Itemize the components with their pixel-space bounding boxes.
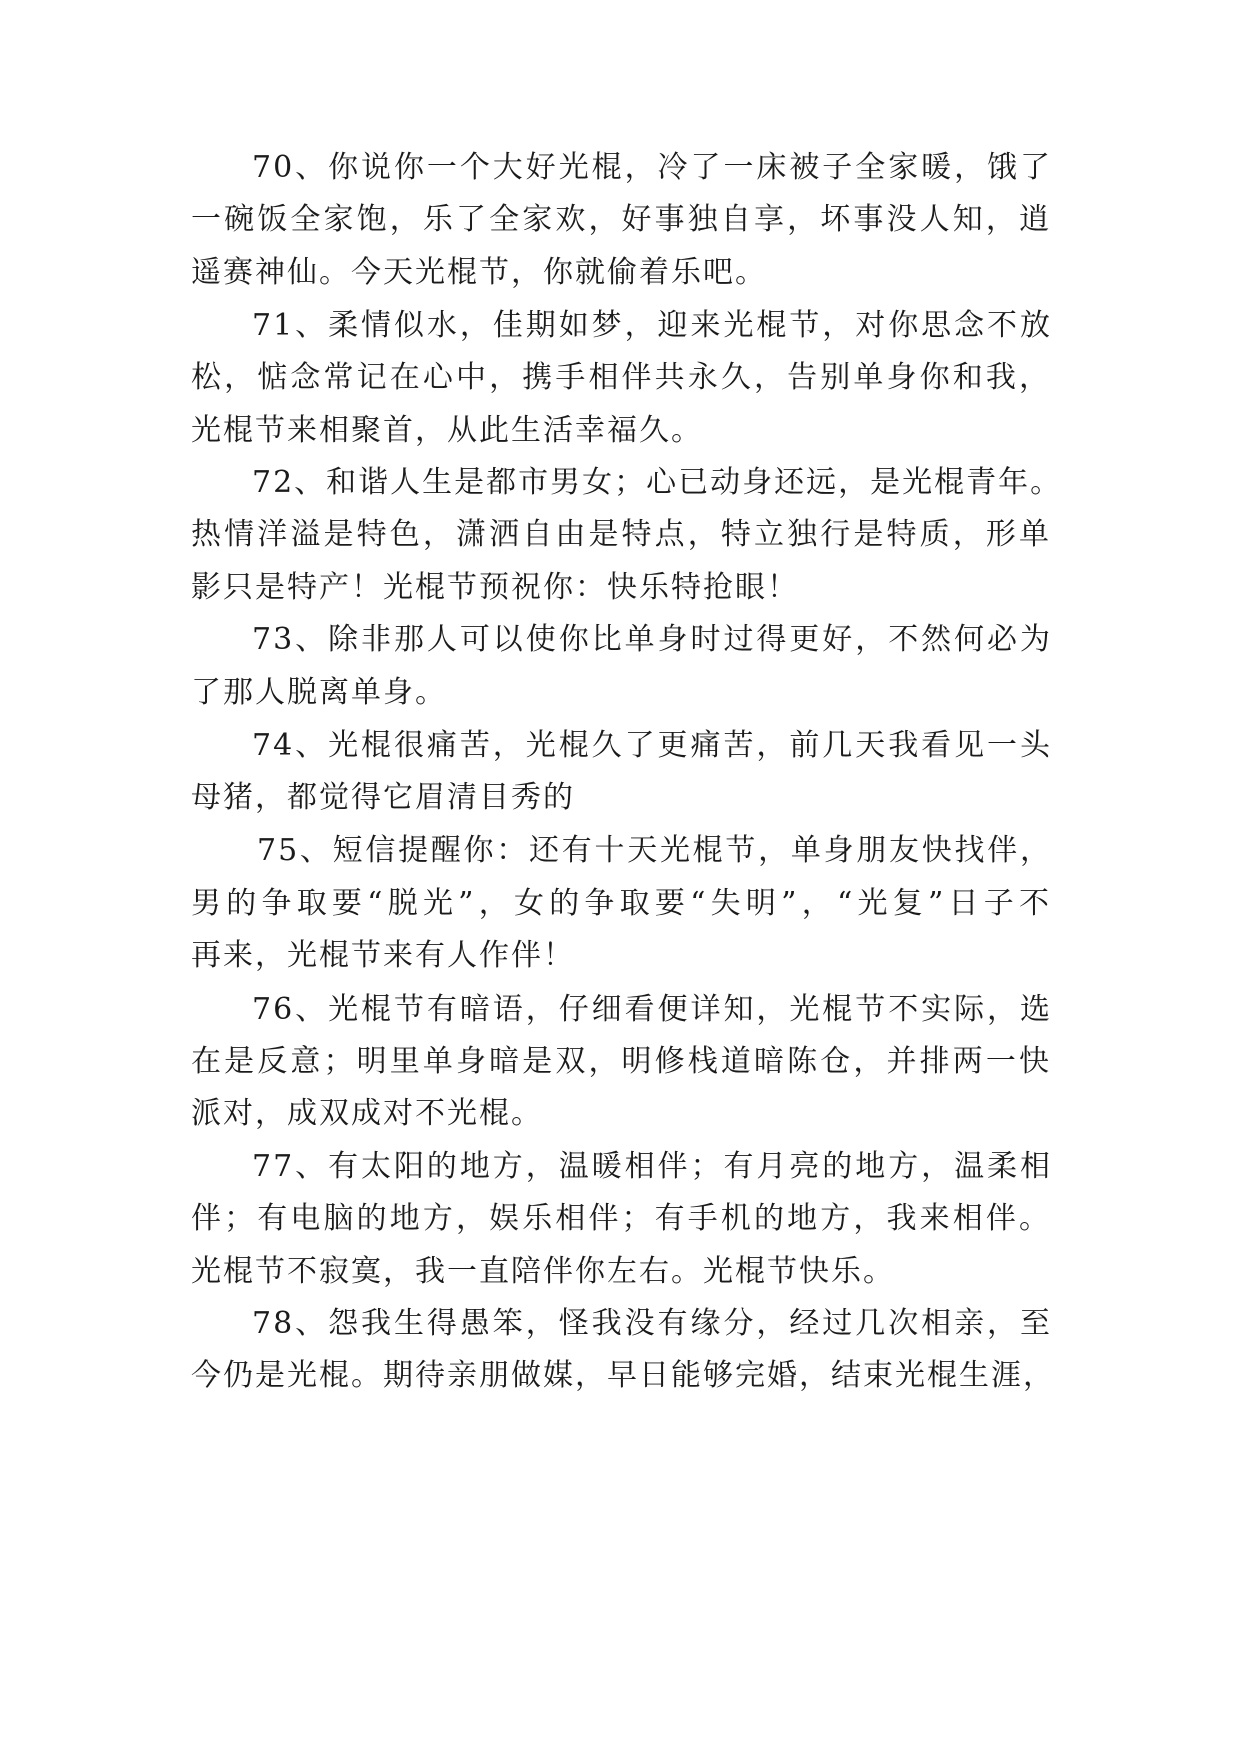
text-line: 76、光棍节有暗语，仔细看便详知，光棍节不实际，选 [252, 992, 1052, 1027]
text-line: 78、怨我生得愚笨，怪我没有缘分，经过几次相亲，至 [252, 1306, 1052, 1341]
text-line: 派对，成双成对不光棍。 [191, 1096, 543, 1131]
text-line: 70、你说你一个大好光棍，冷了一床被子全家暖，饿了 [252, 150, 1052, 185]
text-line: 光棍节不寂寞，我一直陪伴你左右。光棍节快乐。 [191, 1254, 895, 1289]
text-line: 松，惦念常记在心中，携手相伴共永久，告别单身你和我， [191, 360, 1051, 395]
text-line: 在是反意；明里单身暗是双，明修栈道暗陈仓，并排两一快 [191, 1044, 1051, 1079]
text-line: 今仍是光棍。期待亲朋做媒，早日能够完婚，结束光棍生涯， [191, 1358, 1055, 1393]
text-line: 一碗饭全家饱，乐了全家欢，好事独自享，坏事没人知，逍 [191, 202, 1051, 237]
text-line: 遥赛神仙。今天光棍节，你就偷着乐吧。 [191, 255, 767, 290]
text-line: 75、短信提醒你：还有十天光棍节，单身朋友快找伴， [257, 833, 1052, 868]
text-line: 73、除非那人可以使你比单身时过得更好，不然何必为 [252, 622, 1052, 657]
text-line: 母猪，都觉得它眉清目秀的 [191, 780, 575, 815]
text-line: 影只是特产！光棍节预祝你：快乐特抢眼！ [191, 570, 799, 605]
text-line: 72、和谐人生是都市男女；心已动身还远，是光棍青年。 [252, 465, 1063, 500]
text-line: 71、柔情似水，佳期如梦，迎来光棍节，对你思念不放 [252, 308, 1052, 343]
text-line: 热情洋溢是特色，潇洒自由是特点，特立独行是特质，形单 [191, 517, 1051, 552]
text-line: 77、有太阳的地方，温暖相伴；有月亮的地方，温柔相 [252, 1149, 1052, 1184]
text-line: 伴；有电脑的地方，娱乐相伴；有手机的地方，我来相伴。 [191, 1201, 1051, 1236]
text-line: 74、光棍很痛苦，光棍久了更痛苦，前几天我看见一头 [252, 728, 1052, 763]
text-line: 光棍节来相聚首，从此生活幸福久。 [191, 413, 703, 448]
text-line: 了那人脱离单身。 [191, 675, 447, 710]
text-line: 男的争取要“脱光”，女的争取要“失明”，“光复”日子不 [191, 886, 1051, 921]
text-line: 再来，光棍节来有人作伴！ [191, 938, 575, 973]
